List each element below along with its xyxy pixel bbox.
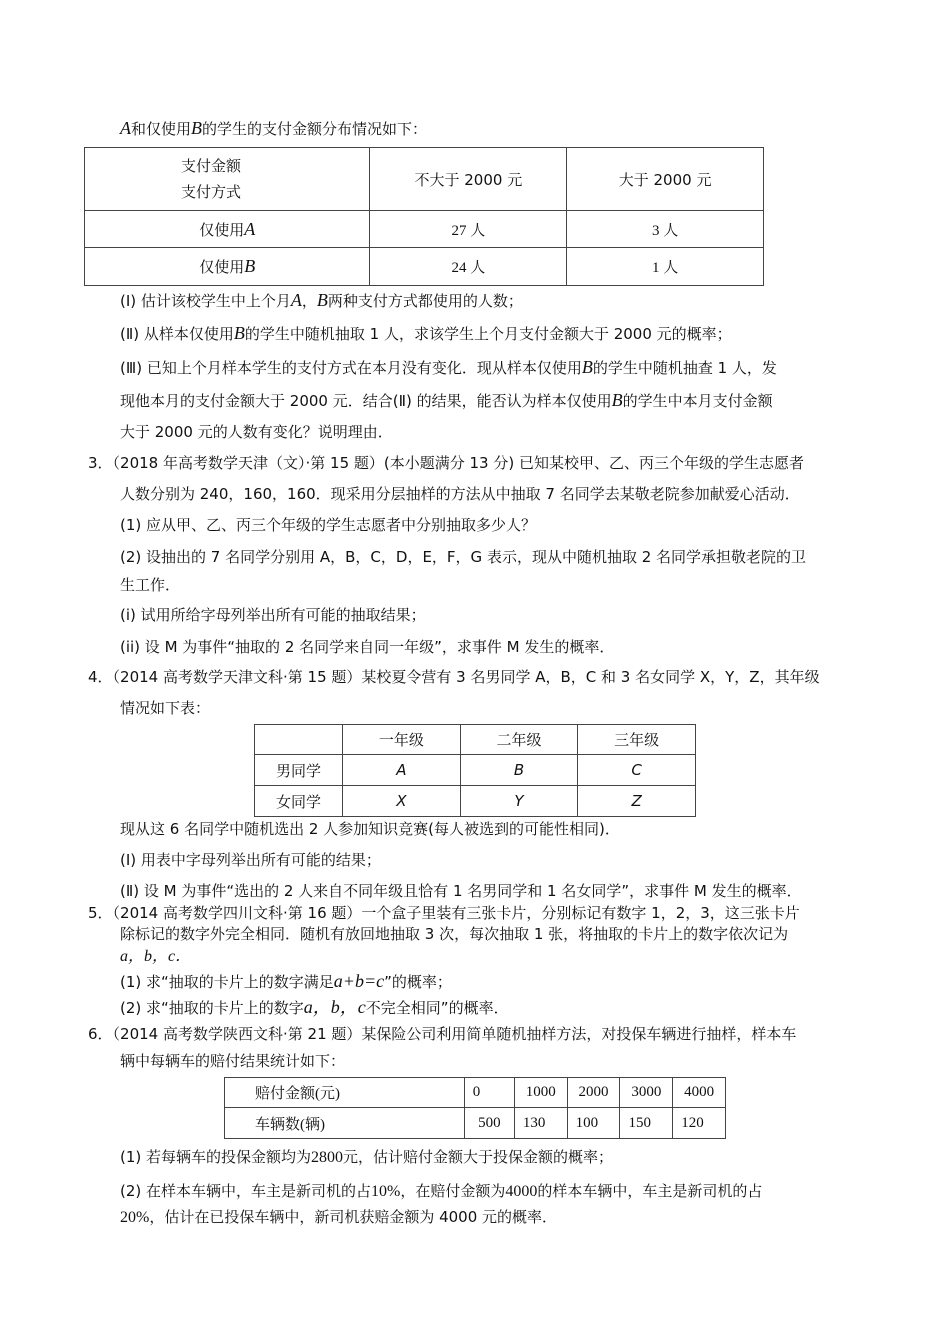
q6-line2: 辆中每辆车的赔付结果统计如下： <box>120 1052 346 1070</box>
q5-line3: a，b，c． <box>120 948 192 965</box>
intro-line: A和仅使用B的学生的支付金额分布情况如下： <box>120 118 428 138</box>
grade-table: 一年级 二年级 三年级 男同学 A B C 女同学 X Y Z <box>254 724 696 817</box>
q6-line5: 20%，估计在已投保车辆中，新司机获赔金额为 4000 元的概率． <box>120 1208 558 1226</box>
q2-part1: (Ⅰ) 估计该校学生中上个月A，B两种支付方式都使用的人数； <box>120 290 523 310</box>
q4-line4: (Ⅰ) 用表中字母列举出所有可能的结果； <box>120 851 381 869</box>
q3-line7: (ii) 设 M 为事件“抽取的 2 名同学来自同一年级”，求事件 M 发生的概率． <box>120 638 615 656</box>
q2-part3-line2: 现他本月的支付金额大于 2000 元．结合(Ⅱ) 的结果，能否认为样本仅使用B的学生中本月支付金额 <box>120 390 773 410</box>
q3-line1: 3．（2018 年高考数学天津（文）·第 15 题）(本小题满分 13 分) 已知某校甲、乙、丙三个年级的学生志愿者 <box>88 454 804 472</box>
q3-line3: (1) 应从甲、乙、丙三个年级的学生志愿者中分别抽取多少人？ <box>120 516 537 534</box>
table-row: 仅使用A 27 人 3 人 <box>85 211 764 248</box>
var-a: A <box>120 118 131 138</box>
table-row: 男同学 A B C <box>255 755 696 786</box>
q5-line5: (2) 求“抽取的卡片上的数字a，b，c不完全相同”的概率． <box>120 997 509 1017</box>
table-header-col2: 大于 2000 元 <box>567 148 764 211</box>
table-header-col1: 不大于 2000 元 <box>370 148 567 211</box>
q5-line1: 5．（2014 高考数学四川文科·第 16 题）一个盒子里装有三张卡片，分别标记有数字 1，2，3，这三张卡片 <box>88 904 800 922</box>
q5-line4: (1) 求“抽取的卡片上的数字满足a+b=c”的概率； <box>120 971 452 991</box>
table-row: 赔付金额(元) 0 1000 2000 3000 4000 <box>225 1078 726 1108</box>
q4-line1: 4．（2014 高考数学天津文科·第 15 题）某校夏令营有 3 名男同学 A，B，C 和 3 名女同学 X，Y，Z，其年级 <box>88 668 820 686</box>
var-b: B <box>191 118 203 138</box>
q3-line5: 生工作． <box>120 576 181 594</box>
q6-line1: 6．（2014 高考数学陕西文科·第 21 题）某保险公司利用简单随机抽样方法，对投保车辆进行抽样，样本车 <box>88 1025 797 1043</box>
q2-part2: (Ⅱ) 从样本仅使用B的学生中随机抽取 1 人，求该学生上个月支付金额大于 2000 元的概率； <box>120 323 732 343</box>
q4-line3: 现从这 6 名同学中随机选出 2 人参加知识竞赛(每人被选到的可能性相同)． <box>120 820 620 838</box>
table-row: 仅使用B 24 人 1 人 <box>85 248 764 286</box>
q6-line3: (1) 若每辆车的投保金额均为2800元，估计赔付金额大于投保金额的概率； <box>120 1148 614 1166</box>
q2-part3-line3: 大于 2000 元的人数有变化？说明理由． <box>120 423 393 441</box>
table-header-corner: 支付金额 支付方式 <box>85 148 370 211</box>
q3-line4: (2) 设抽出的 7 名同学分别用 A，B，C，D，E，F，G 表示，现从中随机抽取 2 名同学承担敬老院的卫 <box>120 548 807 566</box>
q4-line5: (Ⅱ) 设 M 为事件“选出的 2 人来自不同年级且恰有 1 名男同学和 1 名女同学”，求事件 M 发生的概率． <box>120 882 802 900</box>
q6-line4: (2) 在样本车辆中，车主是新司机的占10%，在赔付金额为4000的样本车辆中，车主是新司机的占 <box>120 1182 763 1200</box>
payment-table <box>84 147 764 286</box>
claims-table <box>224 1077 726 1139</box>
q3-line2: 人数分别为 240，160，160．现采用分层抽样的方法从中抽取 7 名同学去某敬老院参加献爱心活动． <box>120 485 800 503</box>
q5-line2: 除标记的数字外完全相同．随机有放回地抽取 3 次，每次抽取 1 张，将抽取的卡片上的数字依次记为 <box>120 925 789 943</box>
q2-part3-line1: (Ⅲ) 已知上个月样本学生的支付方式在本月没有变化．现从样本仅使用B的学生中随机抽查 1 人，发 <box>120 357 777 377</box>
table-row: 女同学 X Y Z <box>255 786 696 817</box>
q3-line6: (i) 试用所给字母列举出所有可能的抽取结果； <box>120 606 426 624</box>
q4-line2: 情况如下表： <box>120 699 211 717</box>
table-row: 车辆数(辆) 500 130 100 150 120 <box>225 1108 726 1139</box>
